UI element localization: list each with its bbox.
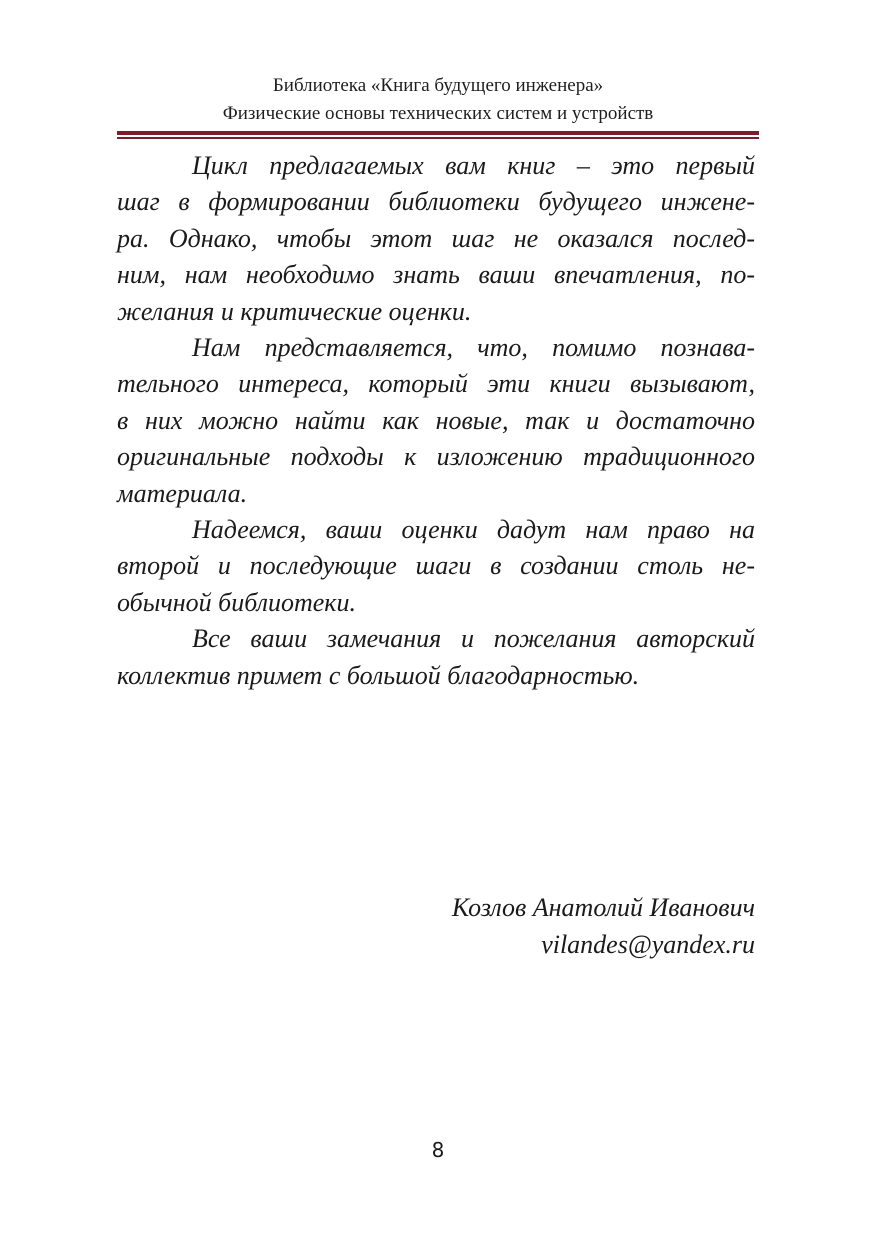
text-line: коллектив примет с большой благодарностью. [117,660,640,690]
author-name: Козлов Анатолий Иванович [451,893,755,922]
page-number: 8 [431,1138,445,1162]
text-line: Все ваши замечания и пожелания авторский [192,624,755,654]
signature-block [452,889,755,963]
text-line: ним, нам необходимо знать ваши впечатления, по- [117,260,755,290]
text-line: оригинальные подходы к изложению традиционного [117,442,755,472]
author-email: vilandes@yandex.ru [541,930,755,959]
series-title: Библиотека «Книга будущего инженера» [272,75,604,96]
text-line: обычной библиотеки. [117,587,356,617]
text-line: тельного интереса, который эти книги вызывают, [117,369,755,399]
paragraph [117,512,755,621]
running-header [0,72,876,128]
paragraph [117,330,755,512]
header-rule-thin [117,137,759,139]
paragraph [117,148,755,330]
body-text [117,148,755,694]
text-line: в них можно найти как новые, так и достаточно [117,405,755,435]
text-line: Цикл предлагаемых вам книг – это первый [192,151,755,180]
book-title: Физические основы технических систем и устройств [222,103,654,124]
text-line: материала. [117,478,248,508]
header-rule-thick [117,131,759,135]
text-line: Надеемся, ваши оценки дадут нам право на [192,515,755,545]
text-line: шаг в формировании библиотеки будущего инжене- [117,187,755,217]
text-line: желания и критические оценки. [117,296,472,326]
text-line: ра. Однако, чтобы этот шаг не оказался послед- [117,223,755,253]
paragraph [117,621,755,694]
text-line: Нам представляется, что, помимо познава- [192,333,755,363]
text-line: второй и последующие шаги в создании столь не- [117,551,755,581]
